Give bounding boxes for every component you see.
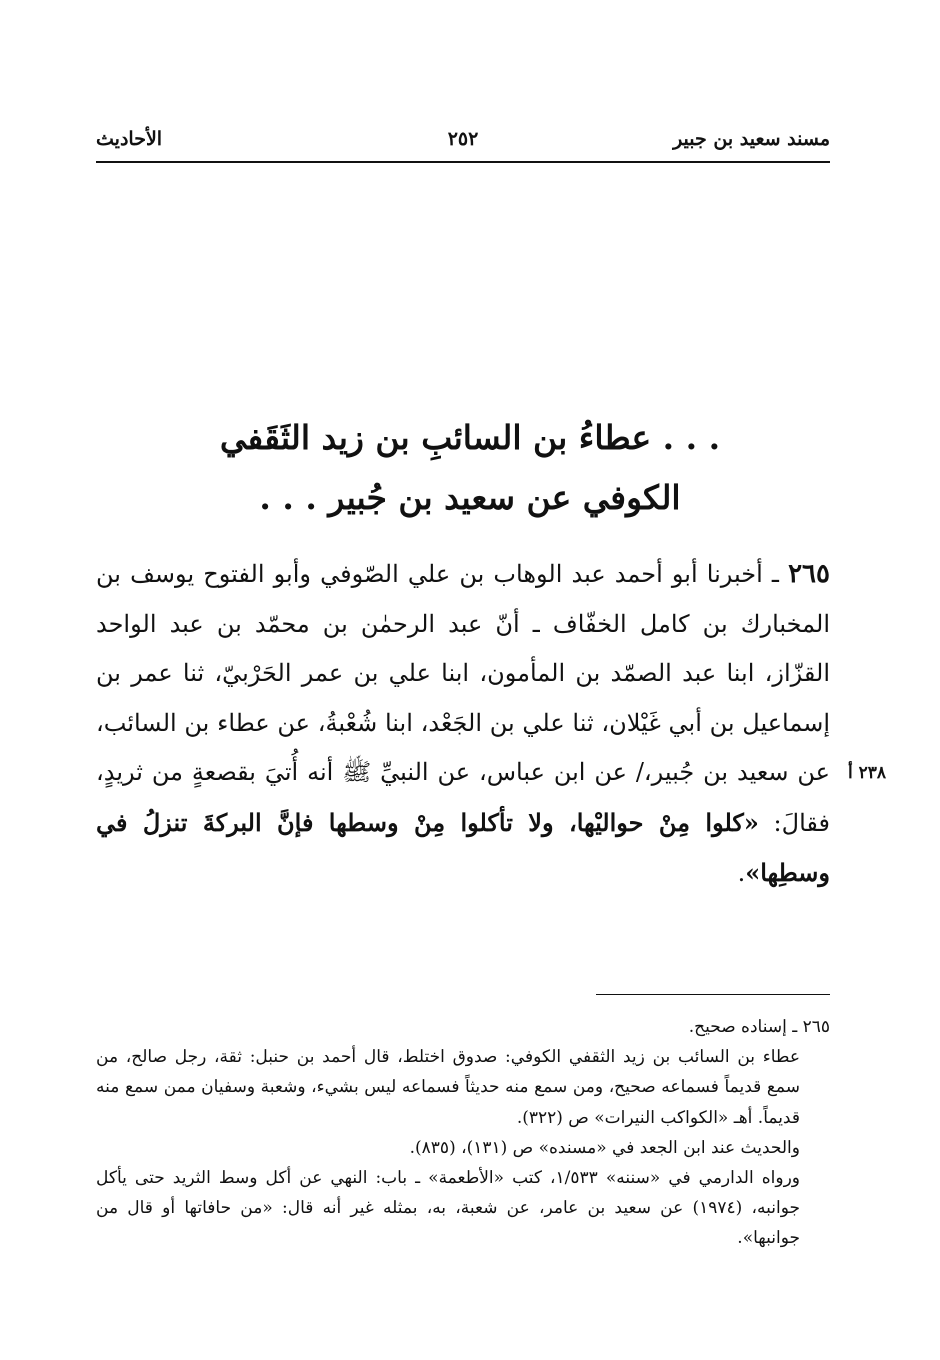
hadith-number: ٢٦٥: [788, 559, 830, 589]
hadith-quote: «كلوا مِنْ حواليْها، ولا تأكلوا مِنْ وسطها فإنَّ البركةَ تنزلُ في وسطِها»: [96, 807, 830, 887]
chapter-title-line-1: . . . عطاءُ بن السائبِ بن زيد الثَقَفي: [219, 418, 721, 457]
footnote-line: ٢٦٥ ـ إسناده صحيح.: [688, 1017, 830, 1037]
footnote-line: عطاء بن السائب بن زيد الثقفي الكوفي: صدوق اختلط، قال أحمد بن حنبل: ثقة، رجل صالح، من سمع قديماً فسماعه صحيح، ومن سمع منه حديثاً فسماعه ليس بشيء، وشعبة وسفيان ممن سمع منه قديماً. أهـ «الكواكب النيرات» ص (٣٢٢).: [96, 1047, 800, 1128]
header-divider: [96, 161, 830, 163]
running-header: [96, 128, 830, 158]
chapter-title: [120, 408, 820, 528]
footnote-divider: [596, 994, 830, 995]
header-section-title: الأحاديث: [96, 128, 163, 150]
footnote-line: ورواه الدارمي في «سننه» ١/٥٣٣، كتب «الأطعمة» ـ باب: النهي عن أكل وسط الثريد حتى يأكل جوانبه، (١٩٧٤) عن سعيد بن عامر، عن شعبة، به، بمثله غير أنه قال: «من حافاتها أو قال من جوانبها».: [96, 1168, 800, 1249]
manuscript-folio-note: ٢٣٨ أ: [848, 763, 887, 783]
hadith-paragraph: [96, 550, 830, 899]
footnotes: [96, 1012, 830, 1254]
hadith-isnad-text: ـ أخبرنا أبو أحمد عبد الوهاب بن علي الصّوفي وأبو الفتوح يوسف بن المخبارك بن كامل الخفّاف ـ أنّ عبد الرحمٰن بن محمّد بن عبد الواحد القزّاز، ابنا عبد الصمّد بن المأمون، ابنا علي بن عمر الحَرْبيّ، ثنا عمر بن إسماعيل بن أبي غَيْلان، ثنا علي بن الجَعْد، ابنا شُعْبةُ، عن عطاء بن السائب، عن سعيد بن جُبير،/ عن ابن عباس، عن النبيِّ ﷺ أنه أُتيَ بقصعةٍ من ثريدٍ، فقالَ:: [96, 560, 830, 837]
header-page-number: ٢٥٢: [447, 128, 479, 150]
header-book-title: مسند سعيد بن جبير: [673, 128, 830, 150]
footnote-line: والحديث عند ابن الجعد في «مسنده» ص (١٣١)، (٨٣٥).: [409, 1137, 800, 1158]
chapter-title-line-2: الكوفي عن سعيد بن جُبير . . .: [259, 478, 681, 517]
hadith-end-mark: .: [737, 859, 746, 887]
